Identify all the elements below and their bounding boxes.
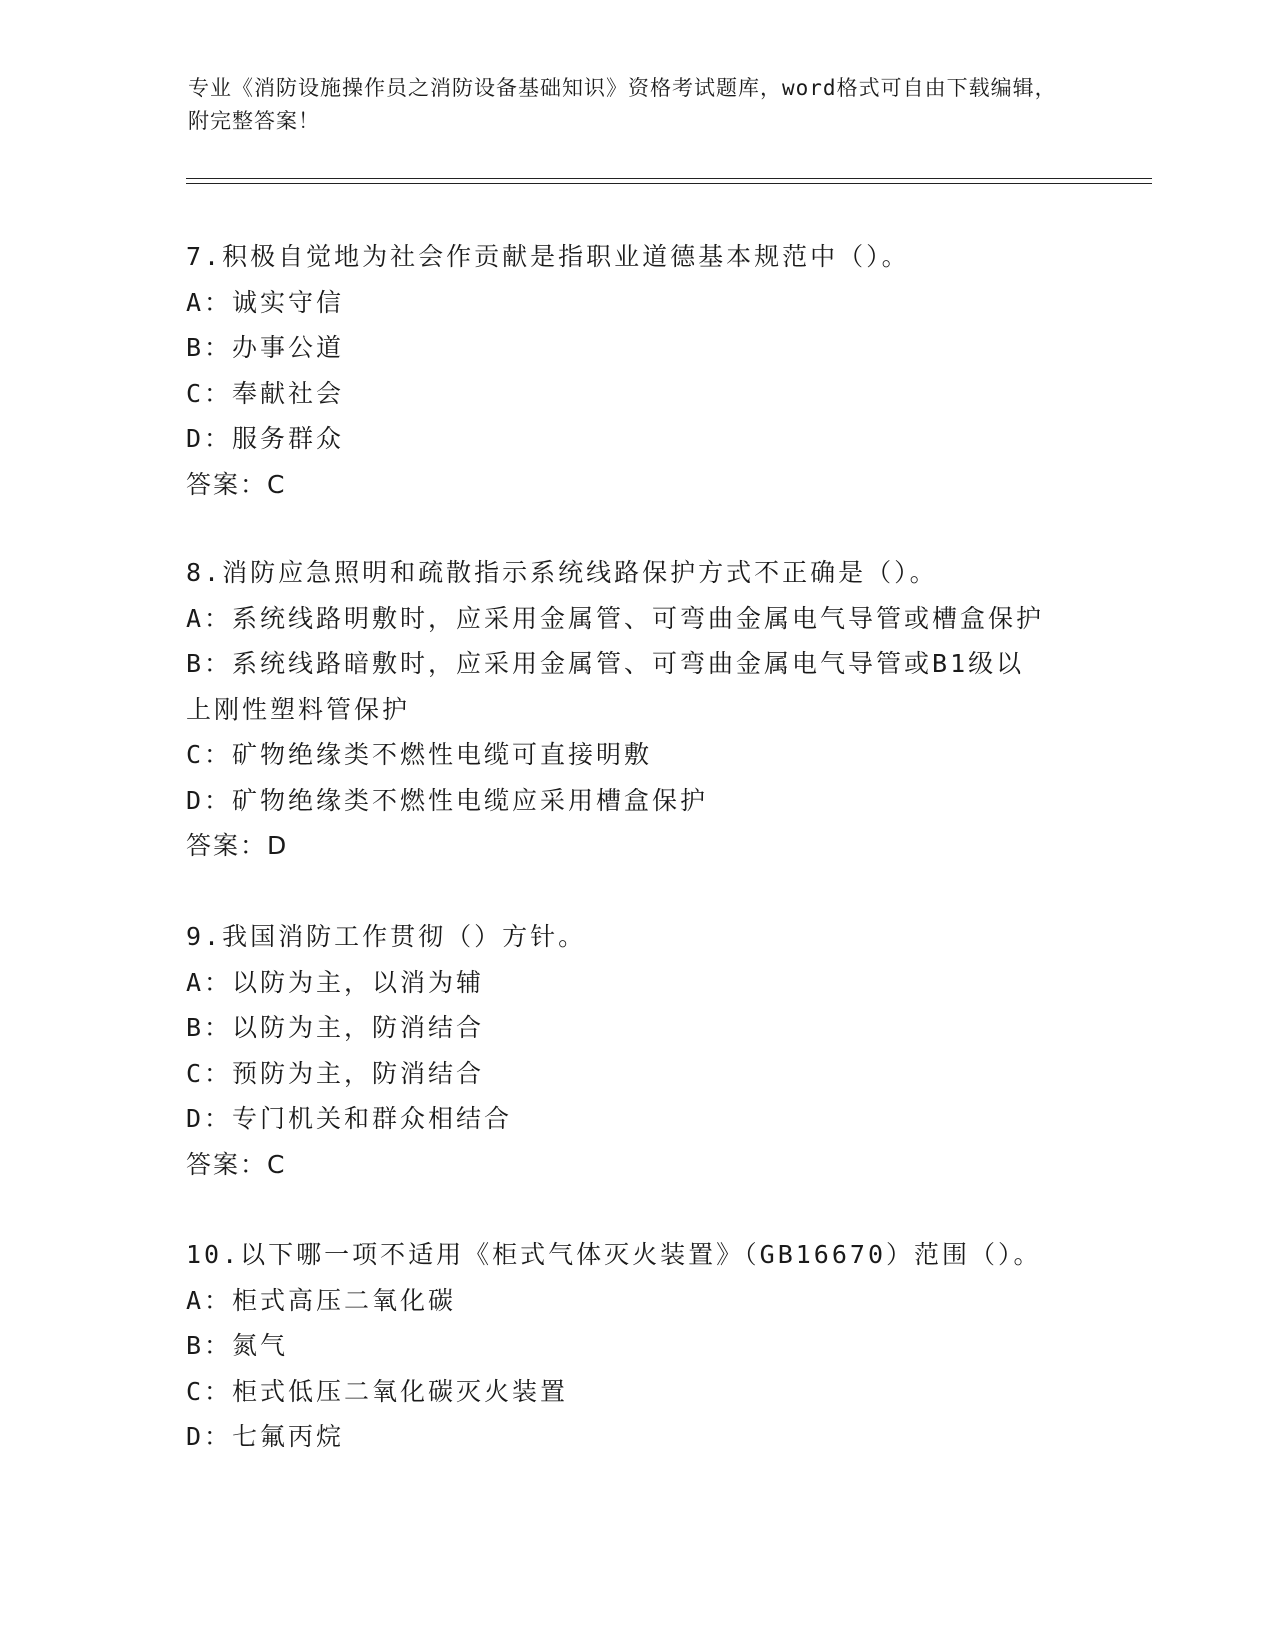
option-c: C：柜式低压二氧化碳灭火装置 bbox=[186, 1376, 569, 1406]
option-b: B：系统线路暗敷时，应采用金属管、可弯曲金属电气导管或B1级以上刚性塑料管保护 bbox=[186, 649, 1025, 724]
option-c: C：矿物绝缘类不燃性电缆可直接明敷 bbox=[186, 740, 653, 769]
option-a: A：以防为主，以消为辅 bbox=[186, 967, 485, 997]
question-stem: 10.以下哪一项不适用《柜式气体灭火装置》（GB16670）范围（）。 bbox=[186, 1240, 1042, 1269]
option-b: B：氮气 bbox=[186, 1331, 289, 1360]
answer-line: 答案：C bbox=[186, 469, 287, 499]
question-9 bbox=[186, 914, 1086, 1187]
question-7 bbox=[186, 234, 1086, 507]
option-c: C：奉献社会 bbox=[186, 378, 345, 408]
question-10 bbox=[186, 1232, 1086, 1460]
option-a: A：系统线路明敷时，应采用金属管、可弯曲金属电气导管或槽盒保护 bbox=[186, 603, 1045, 633]
option-c: C：预防为主，防消结合 bbox=[186, 1058, 485, 1088]
question-stem: 7.积极自觉地为社会作贡献是指职业道德基本规范中（）。 bbox=[186, 242, 910, 271]
question-stem: 8.消防应急照明和疏散指示系统线路保护方式不正确是（）。 bbox=[186, 558, 938, 587]
option-d: D：矿物绝缘类不燃性电缆应采用槽盒保护 bbox=[186, 785, 709, 815]
answer-line: 答案：C bbox=[186, 1149, 287, 1179]
header-divider-bottom bbox=[186, 183, 1152, 184]
option-d: D：专门机关和群众相结合 bbox=[186, 1104, 513, 1133]
answer-line: 答案：D bbox=[186, 831, 289, 860]
option-b: B：以防为主，防消结合 bbox=[186, 1013, 485, 1042]
option-d: D：七氟丙烷 bbox=[186, 1422, 345, 1451]
document-header: 专业《消防设施操作员之消防设备基础知识》资格考试题库，word格式可自由下载编辑，附完整答案！ bbox=[188, 76, 1057, 133]
header-divider-top bbox=[186, 178, 1152, 179]
option-d: D：服务群众 bbox=[186, 424, 345, 453]
question-stem: 9.我国消防工作贯彻（）方针。 bbox=[186, 922, 587, 951]
option-a: A：诚实守信 bbox=[186, 287, 345, 317]
option-a: A：柜式高压二氧化碳 bbox=[186, 1285, 457, 1315]
option-b: B：办事公道 bbox=[186, 333, 345, 362]
question-8 bbox=[186, 550, 1086, 869]
